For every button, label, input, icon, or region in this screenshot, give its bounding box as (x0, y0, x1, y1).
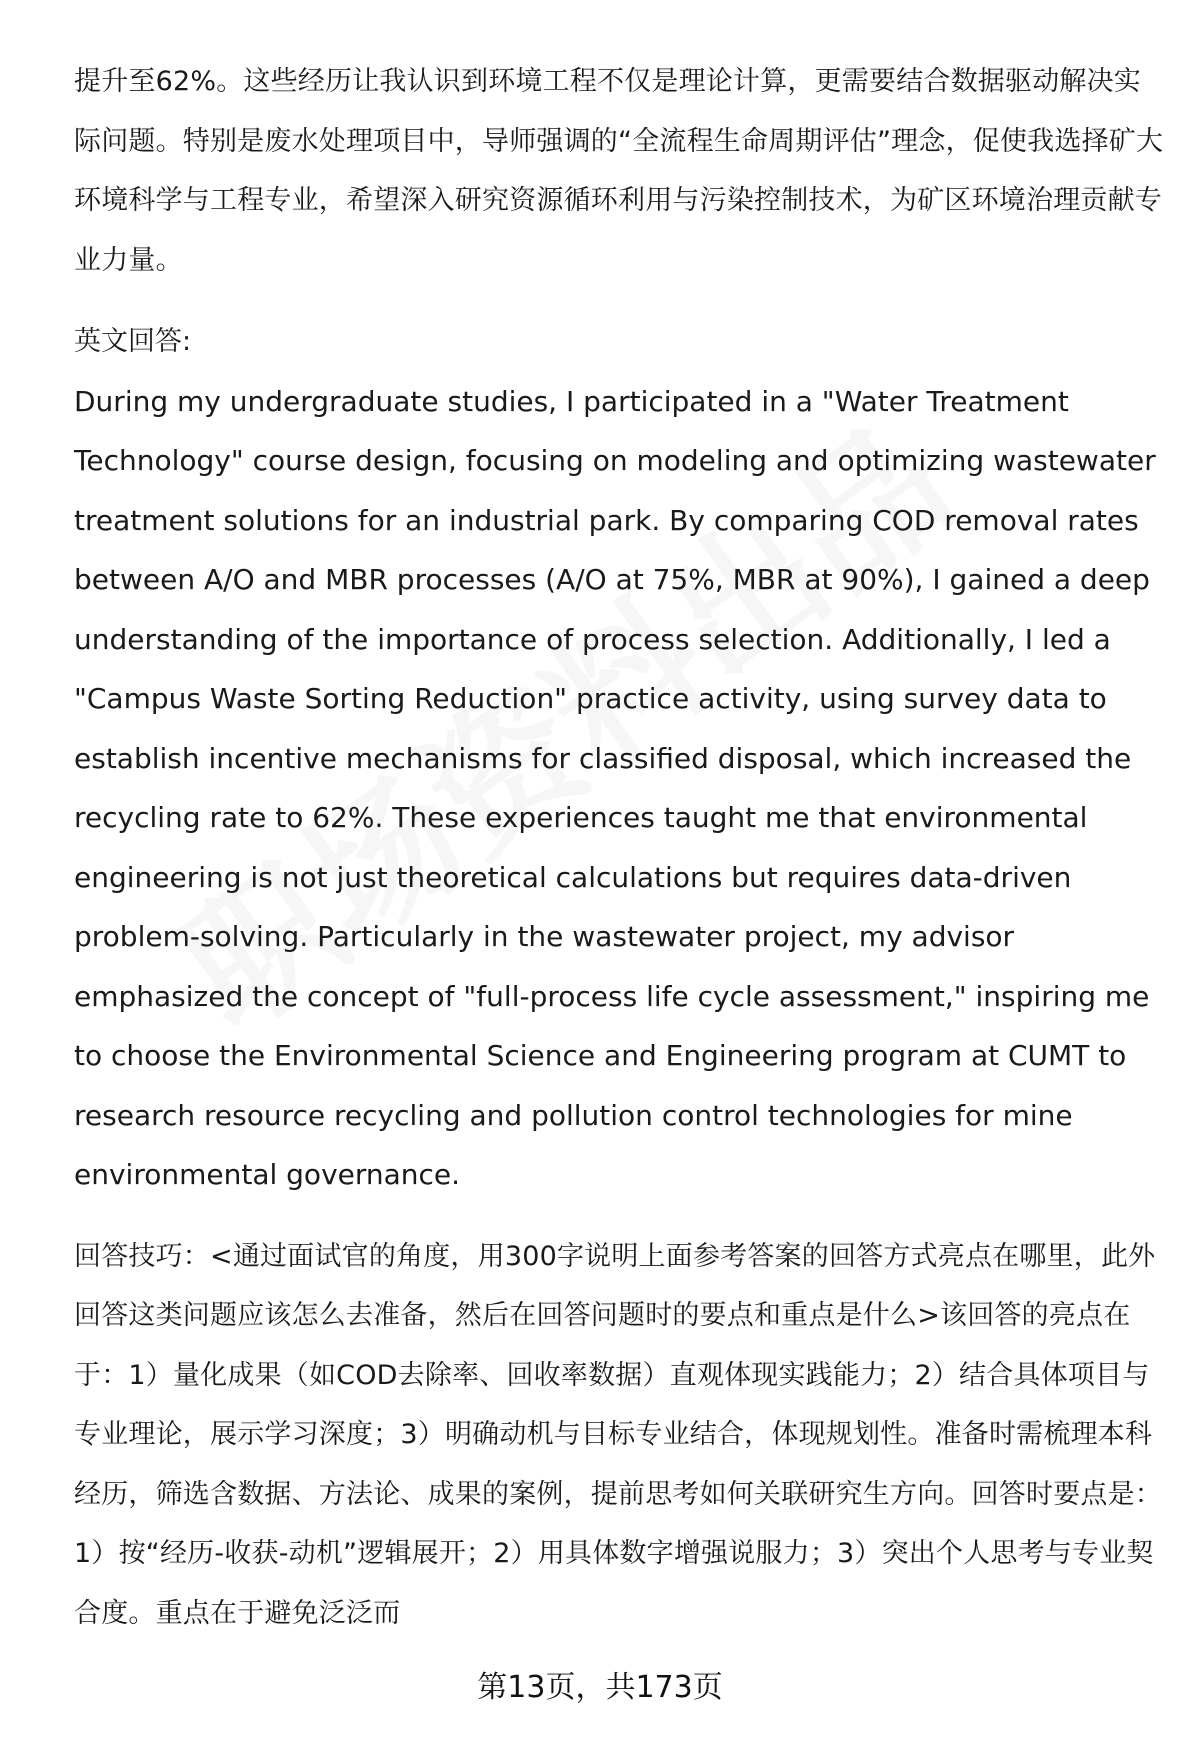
page-content (74, 52, 1164, 1643)
intro-paragraph-cn: 提升至62%。这些经历让我认识到环境工程不仅是理论计算，更需要结合数据驱动解决实际问题。特别是废水处理项目中，导师强调的“全流程生命周期评估”理念，促使我选择矿大环境科学与工程专业，希望深入研究资源循环利用与污染控制技术，为矿区环境治理贡献专业力量。 (74, 66, 1164, 276)
answer-tips-paragraph: 回答技巧：<通过面试官的角度，用300字说明上面参考答案的回答方式亮点在哪里，此外回答这类问题应该怎么去准备，然后在回答问题时的要点和重点是什么>该回答的亮点在于：1）量化成果（如COD去除率、回收率数据）直观体现实践能力；2）结合具体项目与专业理论，展示学习深度；3）明确动机与目标专业结合，体现规划性。准备时需梳理本科经历，筛选含数据、方法论、成果的案例，提前思考如何关联研究生方向。回答时要点是：1）按“经历-收获-动机”逻辑展开；2）用具体数字增强说服力；3）突出个人思考与专业契合度。重点在于避免泛泛而 (74, 1240, 1162, 1629)
paragraph-gap (74, 290, 1164, 312)
paragraph-gap (74, 1205, 1164, 1227)
english-answer-label: 英文回答: (74, 326, 192, 357)
english-answer-paragraph: During my undergraduate studies, I participated in a "Water Treatment Technology" course design, focusing on modeling and optimizing wastewater treatment solutions for an industrial park. By comparing COD removal rates between A/O and MBR processes (A/O at 75%, MBR at 90%), I gained a deep understanding of the importance of process selection. Additionally, I led a "Campus Waste Sorting Reduction" practice activity, using survey data to establish incentive mechanisms for classified disposal, which increased the recycling rate to 62%. These experiences taught me that environmental engineering is not just theoretical calculations but requires data-driven problem-solving. Particularly in the wastewater project, my advisor emphasized the concept of "full-process life cycle assessment," inspiring me to choose the Environmental Science and Engineering program at CUMT to research resource recycling and pollution control technologies for mine environmental governance. (74, 384, 1156, 1191)
page-number-footer: 第13页，共173页 (477, 1670, 723, 1705)
